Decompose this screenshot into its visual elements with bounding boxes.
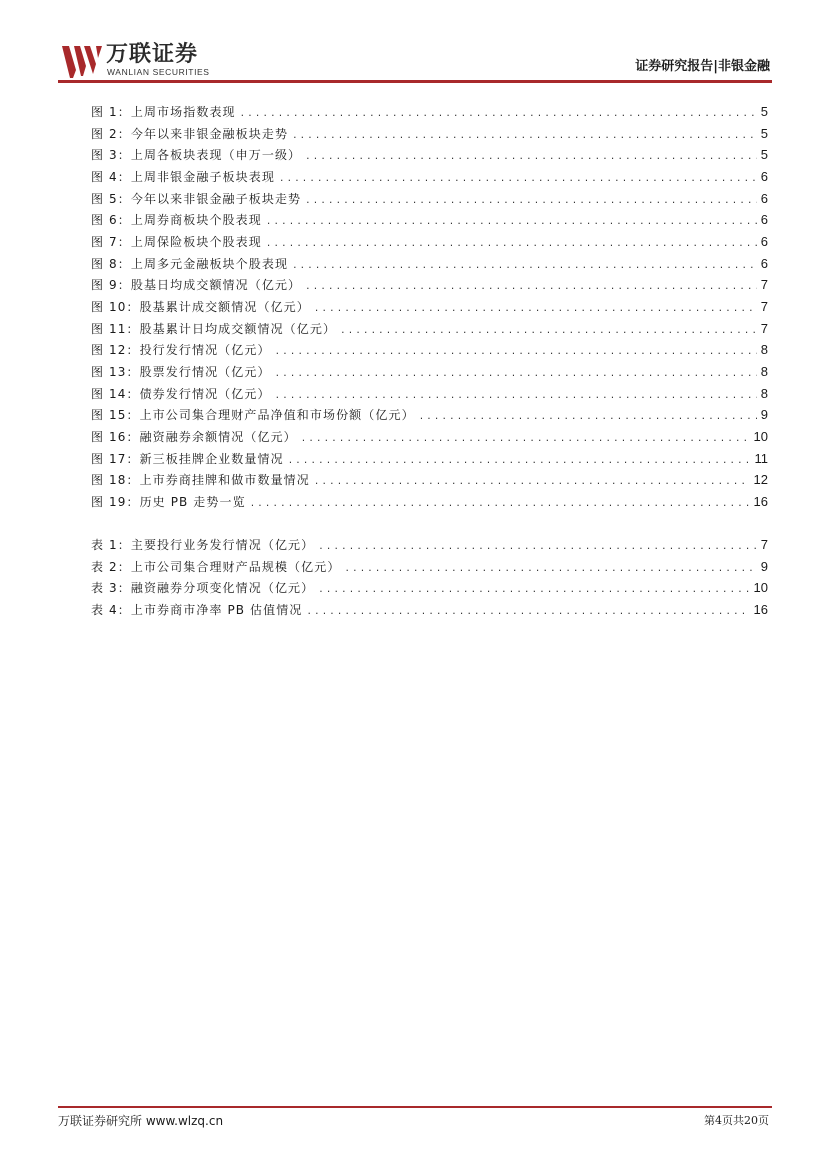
figure-entry-page-number: 8 <box>760 385 768 401</box>
figure-entry[interactable] <box>91 318 768 340</box>
figure-entry-label: 图 13：股票发行情况（亿元） <box>91 364 271 379</box>
figure-entry-page-number: 5 <box>760 125 768 141</box>
figure-entry[interactable] <box>91 253 768 275</box>
figure-entry-label: 图 12：投行发行情况（亿元） <box>91 343 271 358</box>
figure-entry-page-number: 6 <box>760 168 768 184</box>
table-entry-page-number: 10 <box>753 580 768 596</box>
figure-entry[interactable] <box>91 209 768 231</box>
figure-entry[interactable] <box>91 491 768 513</box>
table-entry-page-number: 7 <box>760 537 768 552</box>
dot-leader <box>275 364 757 386</box>
figure-entry-page-number: 7 <box>760 320 768 336</box>
table-entry-page-number: 9 <box>760 558 768 574</box>
figure-entry[interactable] <box>91 469 768 491</box>
figure-entry[interactable] <box>91 296 768 318</box>
figure-entry-label: 图 17：新三板挂牌企业数量情况 <box>91 451 284 466</box>
dot-leader <box>314 472 750 494</box>
figure-entry-label: 图 16：融资融券余额情况（亿元） <box>91 429 297 444</box>
report-type: 证券研究报告|非银金融 <box>635 59 770 74</box>
figure-entry-page-number: 6 <box>760 212 768 228</box>
figure-entry-label: 图 19：历史 PB 走势一览 <box>91 494 246 509</box>
table-entry-label: 表 2：上市公司集合理财产品规模（亿元） <box>91 559 341 574</box>
dot-leader <box>419 407 757 429</box>
figure-entry-label: 图 15：上市公司集合理财产品净值和市场份额（亿元） <box>91 408 415 423</box>
dot-leader <box>318 580 749 602</box>
footer-source: 万联证券研究所 www.wlzq.cn <box>58 1114 224 1128</box>
table-entry-label: 表 4：上市券商市净率 PB 估值情况 <box>91 602 303 617</box>
dot-leader <box>344 559 756 581</box>
dot-leader <box>318 537 757 559</box>
dot-leader <box>305 191 757 213</box>
figure-entry-label: 图 18：上市券商挂牌和做市数量情况 <box>91 473 310 488</box>
table-entry-label: 表 3：融资融券分项变化情况（亿元） <box>91 581 315 596</box>
figure-entry-page-number: 11 <box>754 450 768 466</box>
figure-entry-label: 图 10：股基累计成交额情况（亿元） <box>91 299 310 314</box>
figure-entry-label: 图 1：上周市场指数表现 <box>91 105 236 119</box>
figure-list <box>91 101 768 512</box>
table-list <box>91 534 768 621</box>
dot-leader <box>275 342 757 364</box>
figure-entry[interactable] <box>91 404 768 426</box>
dot-leader <box>288 451 751 473</box>
figure-entry[interactable] <box>91 101 768 123</box>
figure-entry-label: 图 14：债券发行情况（亿元） <box>91 386 271 401</box>
figure-entry-page-number: 6 <box>760 233 768 249</box>
figure-entry-label: 图 8：上周多元金融板块个股表现 <box>91 256 289 271</box>
figure-entry-page-number: 6 <box>760 190 768 206</box>
figure-entry-page-number: 12 <box>753 472 768 488</box>
dot-leader <box>240 104 757 126</box>
figure-entry-page-number: 7 <box>760 277 768 293</box>
dot-leader <box>306 602 749 624</box>
table-entry[interactable] <box>91 599 768 621</box>
figure-entry-label: 图 5：今年以来非银金融子板块走势 <box>91 191 302 206</box>
brand-name-en: WANLIAN SECURITIES <box>107 67 210 77</box>
figure-entry-page-number: 8 <box>760 342 768 358</box>
figure-entry[interactable] <box>91 339 768 361</box>
dot-leader <box>305 147 757 169</box>
page-header <box>0 0 827 90</box>
dot-leader <box>292 126 757 148</box>
dot-leader <box>301 429 750 451</box>
table-entry-page-number: 16 <box>753 601 768 617</box>
figure-entry-label: 图 2：今年以来非银金融板块走势 <box>91 126 289 141</box>
figure-entry-page-number: 8 <box>760 363 768 379</box>
header-divider <box>58 80 772 83</box>
dot-leader <box>305 277 757 299</box>
figure-entry-label: 图 3：上周各板块表现（申万一级） <box>91 148 302 163</box>
figure-entry[interactable] <box>91 123 768 145</box>
figure-entry-page-number: 16 <box>753 493 768 509</box>
dot-leader <box>340 321 757 343</box>
table-entry[interactable] <box>91 556 768 578</box>
figure-entry-page-number: 10 <box>753 428 768 444</box>
figure-entry[interactable] <box>91 166 768 188</box>
dot-leader <box>266 212 757 234</box>
figure-entry[interactable] <box>91 448 768 470</box>
dot-leader <box>292 256 757 278</box>
figure-entry-page-number: 5 <box>760 104 768 119</box>
figure-entry[interactable] <box>91 188 768 210</box>
figure-entry-label: 图 7：上周保险板块个股表现 <box>91 234 262 249</box>
table-entry[interactable] <box>91 577 768 599</box>
figure-entry-label: 图 6：上周券商板块个股表现 <box>91 213 262 228</box>
figure-entry-page-number: 7 <box>760 298 768 314</box>
figure-entry-label: 图 9：股基日均成交额情况（亿元） <box>91 278 302 293</box>
table-entry-label: 表 1：主要投行业务发行情况（亿元） <box>91 538 315 552</box>
figure-entry[interactable] <box>91 144 768 166</box>
brand-logo <box>62 44 232 80</box>
footer-divider <box>58 1106 772 1108</box>
figure-entry[interactable] <box>91 361 768 383</box>
table-entry[interactable] <box>91 534 768 556</box>
brand-name-cn: 万联证券 <box>106 42 199 67</box>
dot-leader <box>279 169 757 191</box>
figure-entry-page-number: 5 <box>760 147 768 163</box>
figure-entry[interactable] <box>91 231 768 253</box>
figure-entry[interactable] <box>91 274 768 296</box>
figure-entry-page-number: 6 <box>760 255 768 271</box>
dot-leader <box>275 386 757 408</box>
figure-entry-label: 图 4：上周非银金融子板块表现 <box>91 169 275 184</box>
wanlian-w-logo-icon <box>62 44 102 78</box>
figure-entry[interactable] <box>91 383 768 405</box>
dot-leader <box>266 234 757 256</box>
dot-leader <box>314 299 757 321</box>
figure-entry[interactable] <box>91 426 768 448</box>
figure-entry-page-number: 9 <box>760 407 768 423</box>
dot-leader <box>250 494 750 516</box>
figure-entry-label: 图 11：股基累计日均成交额情况（亿元） <box>91 321 337 336</box>
page-number: 第4页共20页 <box>704 1114 769 1127</box>
